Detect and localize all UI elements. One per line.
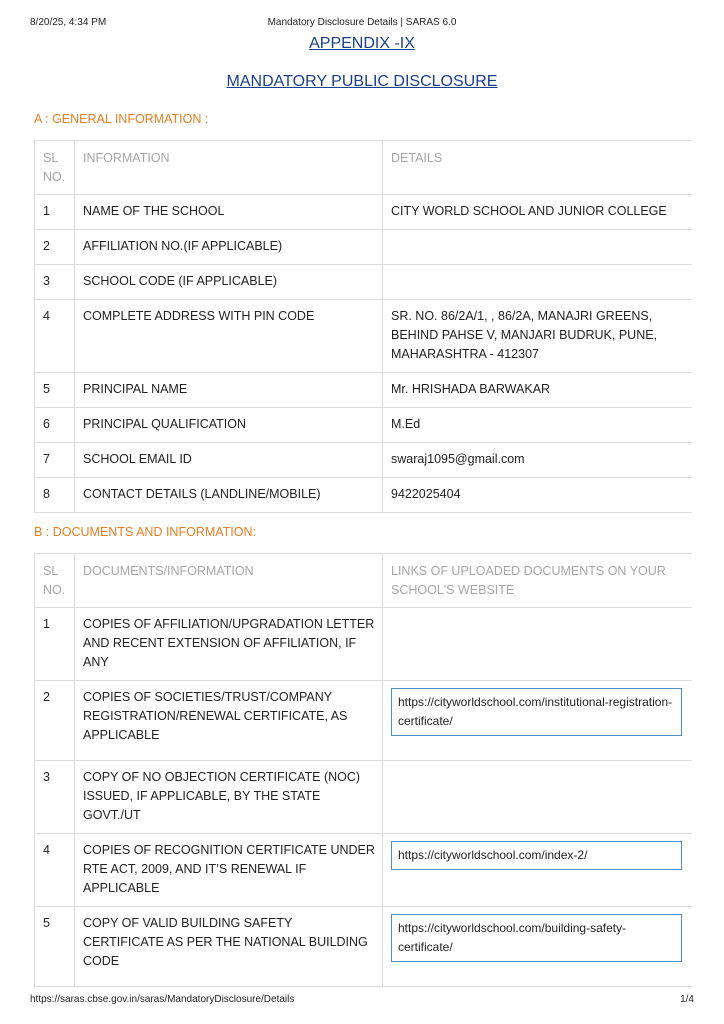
- details-cell: CITY WORLD SCHOOL AND JUNIOR COLLEGE: [383, 195, 692, 230]
- details-cell: M.Ed: [383, 408, 692, 443]
- information-cell: SCHOOL CODE (IF APPLICABLE): [75, 265, 383, 300]
- details-cell: 9422025404: [383, 478, 692, 513]
- document-link-field[interactable]: https://cityworldschool.com/index-2/: [391, 841, 682, 870]
- information-cell: PRINCIPAL QUALIFICATION: [75, 408, 383, 443]
- print-header: [30, 17, 694, 31]
- sl-no-header: SL NO.: [35, 141, 75, 195]
- section-b-title: B : DOCUMENTS AND INFORMATION:: [34, 525, 256, 539]
- details-cell: swaraj1095@gmail.com: [383, 443, 692, 478]
- document-link-field[interactable]: https://cityworldschool.com/building-safety-certificate/: [391, 914, 682, 962]
- information-header: INFORMATION: [75, 141, 383, 195]
- link-cell: [383, 834, 692, 907]
- link-cell: [383, 608, 692, 681]
- documents-information-table: [34, 553, 692, 987]
- sl-no-header: SL NO.: [35, 554, 75, 608]
- page-title: MANDATORY PUBLIC DISCLOSURE: [226, 73, 498, 90]
- sl-no-cell: 8: [35, 478, 75, 513]
- information-cell: PRINCIPAL NAME: [75, 373, 383, 408]
- link-cell: [383, 681, 692, 761]
- document-cell: COPIES OF RECOGNITION CERTIFICATE UNDER RTE ACT, 2009, AND IT’S RENEWAL IF APPLICABLE: [75, 834, 383, 907]
- print-page-number: 1/4: [680, 994, 694, 1005]
- details-header: DETAILS: [383, 141, 692, 195]
- links-header: LINKS OF UPLOADED DOCUMENTS ON YOUR SCHOOL'S WEBSITE: [383, 554, 692, 608]
- document-cell: COPIES OF AFFILIATION/UPGRADATION LETTER AND RECENT EXTENSION OF AFFILIATION, IF ANY: [75, 608, 383, 681]
- sl-no-cell: 3: [35, 761, 75, 834]
- table-row: [35, 443, 692, 478]
- sl-no-cell: 3: [35, 265, 75, 300]
- table-row: [35, 681, 692, 761]
- information-cell: CONTACT DETAILS (LANDLINE/MOBILE): [75, 478, 383, 513]
- print-page-title: Mandatory Disclosure Details | SARAS 6.0: [267, 17, 457, 28]
- document-cell: COPY OF NO OBJECTION CERTIFICATE (NOC) ISSUED, IF APPLICABLE, BY THE STATE GOVT./UT: [75, 761, 383, 834]
- document-cell: COPY OF VALID BUILDING SAFETY CERTIFICATE AS PER THE NATIONAL BUILDING CODE: [75, 907, 383, 987]
- link-cell: [383, 907, 692, 987]
- table-row: [35, 478, 692, 513]
- table-row: [35, 265, 692, 300]
- table-row: [35, 761, 692, 834]
- information-cell: AFFILIATION NO.(IF APPLICABLE): [75, 230, 383, 265]
- sl-no-cell: 7: [35, 443, 75, 478]
- print-datetime: 8/20/25, 4:34 PM: [30, 17, 107, 28]
- sl-no-cell: 4: [35, 834, 75, 907]
- sl-no-cell: 5: [35, 373, 75, 408]
- information-cell: COMPLETE ADDRESS WITH PIN CODE: [75, 300, 383, 373]
- table-row: [35, 608, 692, 681]
- document-link-field[interactable]: https://cityworldschool.com/institutional-registration-certificate/: [391, 688, 682, 736]
- sl-no-cell: 2: [35, 681, 75, 761]
- table-row: [35, 195, 692, 230]
- documents-header: DOCUMENTS/INFORMATION: [75, 554, 383, 608]
- general-information-table: [34, 140, 692, 513]
- details-cell: [383, 230, 692, 265]
- section-a-title: A : GENERAL INFORMATION :: [34, 112, 209, 126]
- table-header-row: [35, 554, 692, 608]
- sl-no-cell: 6: [35, 408, 75, 443]
- table-header-row: [35, 141, 692, 195]
- details-cell: Mr. HRISHADA BARWAKAR: [383, 373, 692, 408]
- sl-no-cell: 1: [35, 608, 75, 681]
- print-url: https://saras.cbse.gov.in/saras/MandatoryDisclosure/Details: [30, 994, 295, 1005]
- sl-no-cell: 4: [35, 300, 75, 373]
- sl-no-cell: 5: [35, 907, 75, 987]
- sl-no-cell: 1: [35, 195, 75, 230]
- table-row: [35, 373, 692, 408]
- table-row: [35, 300, 692, 373]
- table-row: [35, 834, 692, 907]
- document-cell: COPIES OF SOCIETIES/TRUST/COMPANY REGISTRATION/RENEWAL CERTIFICATE, AS APPLICABLE: [75, 681, 383, 761]
- sl-no-cell: 2: [35, 230, 75, 265]
- link-cell: [383, 761, 692, 834]
- table-row: [35, 907, 692, 987]
- details-cell: [383, 265, 692, 300]
- details-cell: SR. NO. 86/2A/1, , 86/2A, MANAJRI GREENS, BEHIND PAHSE V, MANJARI BUDRUK, PUNE, MAHARASHTRA - 412307: [383, 300, 692, 373]
- appendix-heading: APPENDIX -IX: [309, 35, 415, 52]
- table-row: [35, 408, 692, 443]
- print-footer: [30, 994, 694, 1005]
- information-cell: SCHOOL EMAIL ID: [75, 443, 383, 478]
- information-cell: NAME OF THE SCHOOL: [75, 195, 383, 230]
- table-row: [35, 230, 692, 265]
